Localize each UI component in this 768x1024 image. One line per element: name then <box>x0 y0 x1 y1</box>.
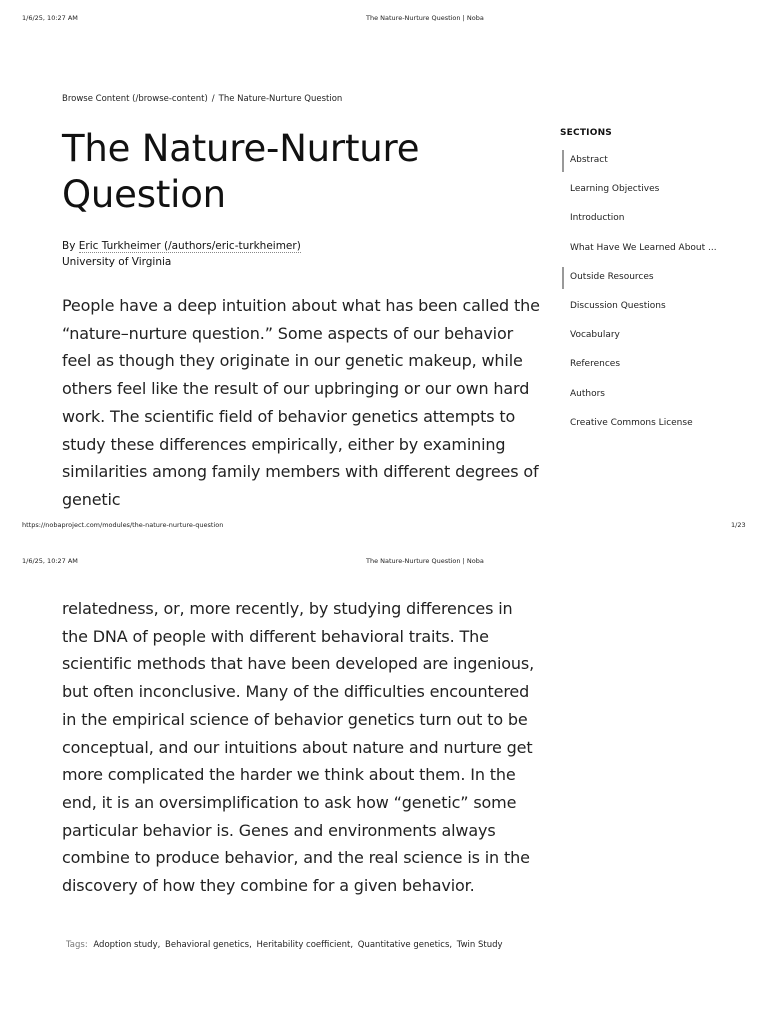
abstract-paragraph-continued: relatedness, or, more recently, by studying differences in the DNA of people with different behavioral traits. The scientific methods that have been developed are ingenious, but often inconclusive. Many of the difficulties encountered in the empirical science of behavior genetics turn out to be conceptual, and our intuitions about nature and nurture get more complicated the harder we think about them. In the end, it is an oversimplification to ask how “genetic” some particular behavior is. Genes and environments always combine to produce behavior, and the real science is in the discovery of how they combine for a given behavior. <box>62 599 535 896</box>
tags-row <box>66 940 505 950</box>
tag-link-behavioral-genetics[interactable]: Behavioral genetics, <box>165 940 252 950</box>
section-link-outside-resources[interactable]: Outside Resources <box>560 263 760 292</box>
print-header-title-2: The Nature-Nurture Question | Noba <box>366 557 484 565</box>
print-footer-page: 1/23 <box>731 521 746 529</box>
sections-nav <box>560 128 760 438</box>
sections-title: SECTIONS <box>560 128 612 138</box>
author-affiliation: University of Virginia <box>62 256 172 268</box>
breadcrumb <box>62 94 342 104</box>
tag-link-heritability-coefficient[interactable]: Heritability coefficient, <box>256 940 354 950</box>
author-link[interactable]: Eric Turkheimer (/authors/eric-turkheimer) <box>78 240 301 252</box>
tag-link-quantitative-genetics[interactable]: Quantitative genetics, <box>357 940 453 950</box>
tag-link-adoption-study[interactable]: Adoption study, <box>93 940 161 950</box>
tags-label: Tags: <box>66 940 88 950</box>
print-header-datetime: 1/6/25, 10:27 AM <box>22 14 78 22</box>
print-footer-url: https://nobaproject.com/modules/the-nature-nurture-question <box>22 521 224 529</box>
tag-link-twin-study[interactable]: Twin Study <box>456 940 503 950</box>
breadcrumb-browse-link[interactable]: Browse Content (/browse-content) <box>62 94 208 104</box>
breadcrumb-separator: / <box>211 94 215 104</box>
print-header-title: The Nature-Nurture Question | Noba <box>366 14 484 22</box>
section-link-abstract[interactable]: Abstract <box>560 146 760 175</box>
section-link-vocabulary[interactable]: Vocabulary <box>570 330 620 341</box>
section-link-learning-objectives[interactable]: Learning Objectives <box>570 184 660 195</box>
section-link-references[interactable]: References <box>570 359 621 370</box>
print-header-datetime-2: 1/6/25, 10:27 AM <box>22 557 78 565</box>
section-link-authors[interactable]: Authors <box>570 388 605 399</box>
section-link-creative-commons[interactable]: Creative Commons License <box>570 417 693 428</box>
section-link-what-have-we-learned[interactable]: What Have We Learned About ... <box>570 242 717 253</box>
page-title: The Nature-Nurture Question <box>62 127 420 216</box>
section-link-introduction[interactable]: Introduction <box>570 213 625 224</box>
byline <box>62 238 301 270</box>
byline-prefix: By <box>62 240 76 252</box>
breadcrumb-current: The Nature-Nurture Question <box>218 94 343 104</box>
section-link-discussion-questions[interactable]: Discussion Questions <box>570 300 666 311</box>
abstract-paragraph: People have a deep intuition about what has been called the “nature–nurture question.” Some aspects of our behavior feel as though they originate in our genetic makeup, while others feel like the result of our upbringing or our own hard work. The scientific field of behavior genetics attempts to study these differences empirically, either by examining similarities among family members with different degrees of genetic <box>62 296 540 509</box>
